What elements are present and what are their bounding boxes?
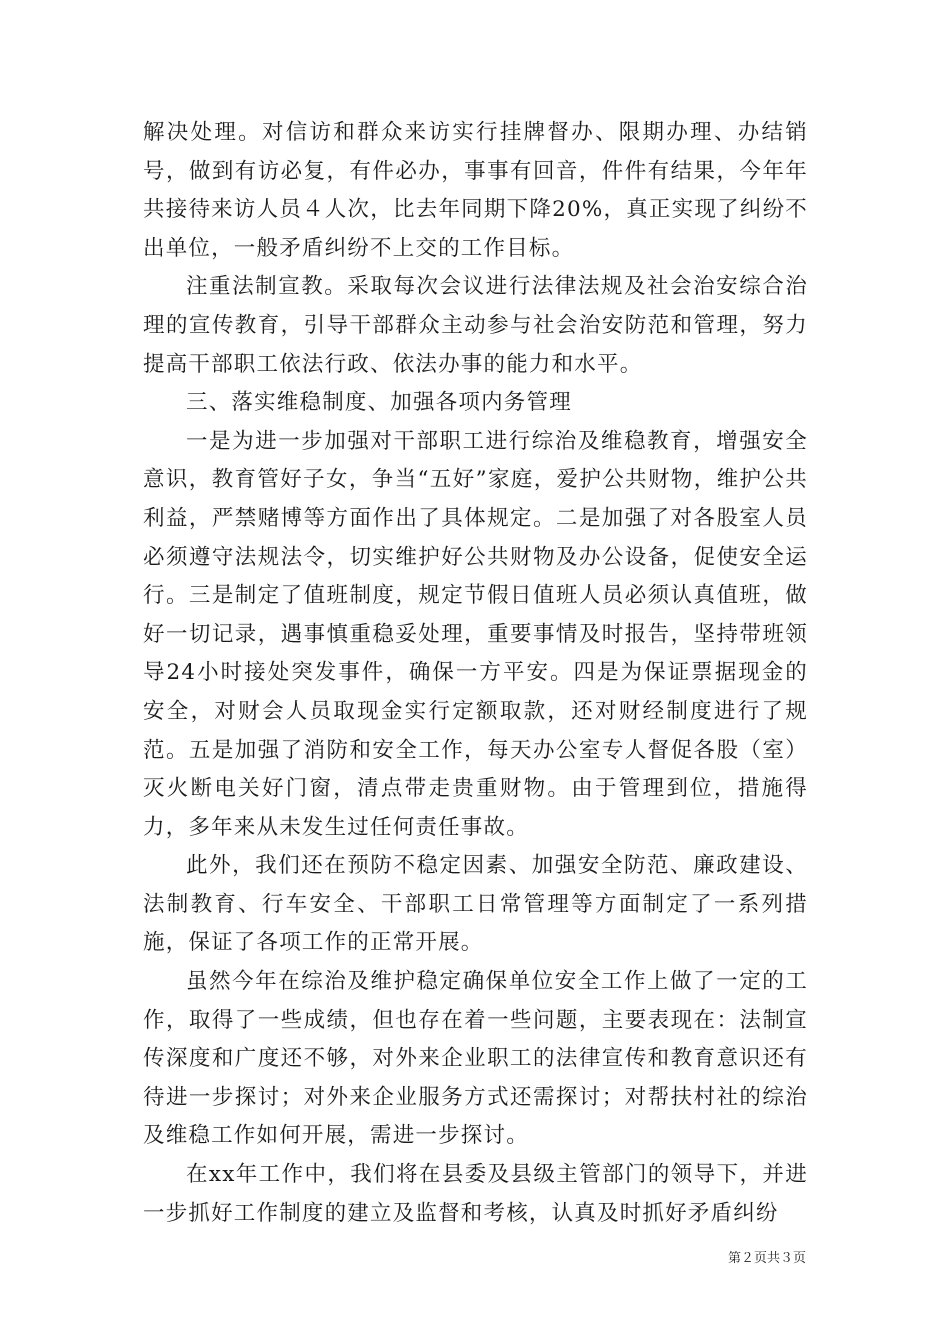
paragraph-additional-measures: 此外，我们还在预防不稳定因素、加强安全防范、廉政建设、法制教育、行车安全、干部职工日常管理等方面制定了一系列措施，保证了各项工作的正常开展。 — [143, 853, 808, 956]
document-body — [143, 114, 808, 1233]
paragraph-existing-problems: 虽然今年在综治及维护稳定确保单位安全工作上做了一定的工作，取得了一些成绩，但也存在着一些问题，主要表现在：法制宣传深度和广度还不够，对外来企业职工的法律宣传和教育意识还有待进一步探讨；对外来企业服务方式还需探讨；对帮扶村社的综治及维稳工作如何开展，需进一步探讨。 — [143, 969, 808, 1149]
page-number-footer: 第２页共３页 — [727, 1251, 806, 1266]
paragraph-legal-education: 注重法制宣教。采取每次会议进行法律法规及社会治安综合治理的宣传教育，引导干部群众主动参与社会治安防范和管理，努力提高干部职工依法行政、依法办事的能力和水平。 — [143, 274, 808, 377]
paragraph-stability-measures: 一是为进一步加强对干部职工进行综治及维稳教育，增强安全意识，教育管好子女，争当“五好”家庭，爱护公共财物，维护公共利益，严禁赌博等方面作出了具体规定。二是加强了对各股室人员必须遵守法规法令，切实维护好公共财物及办公设备，促使安全运行。三是制定了值班制度，规定节假日值班人员必须认真值班，做好一切记录，遇事慎重稳妥处理，重要事情及时报告，坚持带班领导24小时接处突发事件，确保一方平安。四是为保证票据现金的安全，对财会人员取现金实行定额取款，还对财经制度进行了规范。五是加强了消防和安全工作，每天办公室专人督促各股（室）灭火断电关好门窗，清点带走贵重财物。由于管理到位，措施得力，多年来从未发生过任何责任事故。 — [143, 428, 808, 840]
paragraph-petition-handling: 解决处理。对信访和群众来访实行挂牌督办、限期办理、办结销号，做到有访必复，有件必办，事事有回音，件件有结果，今年年共接待来访人员４人次，比去年同期下降20%，真正实现了纠纷不出单位，一般矛盾纠纷不上交的工作目标。 — [143, 120, 808, 261]
section-heading-three: 三、落实维稳制度、加强各项内务管理 — [186, 390, 572, 416]
paragraph-next-year-plan: 在xx年工作中，我们将在县委及县级主管部门的领导下，并进一步抓好工作制度的建立及监督和考核，认真及时抓好矛盾纠纷 — [143, 1162, 808, 1226]
